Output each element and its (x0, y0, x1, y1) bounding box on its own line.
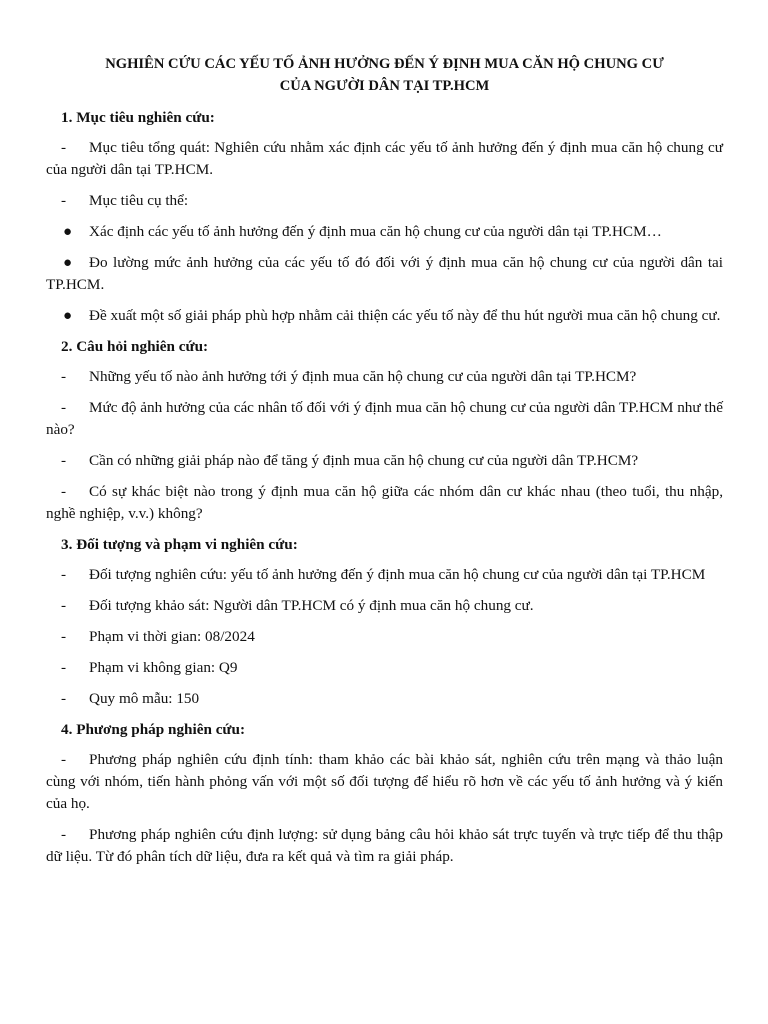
section-1-heading: 1. Mục tiêu nghiên cứu: (61, 109, 215, 126)
item-text: Xác định các yếu tố ảnh hưởng đến ý định mua căn hộ chung cư của người dân tại TP.HCM… (89, 223, 662, 240)
list-item (46, 450, 723, 472)
bullet-icon: ● (63, 224, 73, 240)
bullet-item (46, 252, 723, 296)
item-text: Cần có những giải pháp nào để tăng ý định mua căn hộ chung cư của người dân TP.HCM? (89, 452, 639, 469)
dash-marker: - (61, 452, 67, 469)
dash-marker: - (61, 597, 67, 614)
list-item (46, 749, 723, 815)
list-item (46, 564, 723, 586)
list-item (46, 481, 723, 525)
document-title (46, 53, 723, 97)
item-text: Quy mô mẫu: 150 (89, 690, 200, 707)
list-item (46, 190, 723, 212)
section-3-heading: 3. Đối tượng và phạm vi nghiên cứu: (61, 536, 298, 553)
bullet-item (46, 221, 723, 243)
bullet-item (46, 305, 723, 327)
dash-marker: - (61, 751, 67, 768)
list-item (46, 366, 723, 388)
item-text: Mục tiêu cụ thể: (89, 192, 189, 209)
list-item (46, 595, 723, 617)
list-item (46, 657, 723, 679)
item-text: Mức độ ảnh hưởng của các nhân tố đối với ý định mua căn hộ chung cư của người dân TP.HCM như thế nào? (46, 399, 723, 438)
list-item (46, 137, 723, 181)
dash-marker: - (61, 483, 67, 500)
list-item (46, 824, 723, 868)
title-line-2: CỦA NGƯỜI DÂN TẠI TP.HCM (279, 78, 490, 94)
dash-marker: - (61, 192, 67, 209)
dash-marker: - (61, 628, 67, 645)
dash-marker: - (61, 399, 67, 416)
item-text: Phạm vi không gian: Q9 (89, 659, 238, 676)
dash-marker: - (61, 139, 67, 156)
bullet-icon: ● (63, 308, 73, 324)
dash-marker: - (61, 659, 67, 676)
dash-marker: - (61, 690, 67, 707)
section-4-heading: 4. Phương pháp nghiên cứu: (61, 721, 246, 738)
list-item (46, 626, 723, 648)
section-2-heading: 2. Câu hỏi nghiên cứu: (61, 338, 209, 355)
list-item (46, 688, 723, 710)
dash-marker: - (61, 368, 67, 385)
item-text: Phạm vi thời gian: 08/2024 (89, 628, 255, 645)
item-text: Có sự khác biệt nào trong ý định mua căn hộ giữa các nhóm dân cư khác nhau (theo tuổi, thu nhập, nghề nghiệp, v.v.) không? (46, 483, 723, 522)
item-text: Đối tượng nghiên cứu: yếu tố ảnh hưởng đến ý định mua căn hộ chung cư của người dân tại TP.HCM (89, 566, 706, 583)
title-line-1: NGHIÊN CỨU CÁC YẾU TỐ ẢNH HƯỞNG ĐẾN Ý ĐỊNH MUA CĂN HỘ CHUNG CƯ (105, 56, 664, 72)
dash-marker: - (61, 566, 67, 583)
item-text: Phương pháp nghiên cứu định tính: tham khảo các bài khảo sát, nghiên cứu trên mạng và thảo luận cùng với nhóm, tiến hành phỏng vấn với một số đối tượng để hiểu rõ hơn về các yếu tố ảnh hưởng và ý kiến của họ. (46, 751, 723, 812)
bullet-icon: ● (63, 255, 73, 271)
item-text: Đo lường mức ảnh hưởng của các yếu tố đó đối với ý định mua căn hộ chung cư của người dân tai TP.HCM. (46, 254, 723, 293)
item-text: Đối tượng khảo sát: Người dân TP.HCM có ý định mua căn hộ chung cư. (89, 597, 534, 614)
item-text: Đề xuất một số giải pháp phù hợp nhằm cải thiện các yếu tố này để thu hút người mua căn hộ chung cư. (89, 307, 721, 324)
item-text: Phương pháp nghiên cứu định lượng: sử dụng bảng câu hỏi khảo sát trực tuyến và trực tiếp để thu thập dữ liệu. Từ đó phân tích dữ liệu, đưa ra kết quả và tìm ra giải pháp. (46, 826, 723, 865)
item-text: Mục tiêu tổng quát: Nghiên cứu nhằm xác định các yếu tố ảnh hưởng đến ý định mua căn hộ chung cư của người dân tại TP.HCM. (46, 139, 723, 178)
list-item (46, 397, 723, 441)
item-text: Những yếu tố nào ảnh hưởng tới ý định mua căn hộ chung cư của người dân tại TP.HCM? (89, 368, 637, 385)
dash-marker: - (61, 826, 67, 843)
